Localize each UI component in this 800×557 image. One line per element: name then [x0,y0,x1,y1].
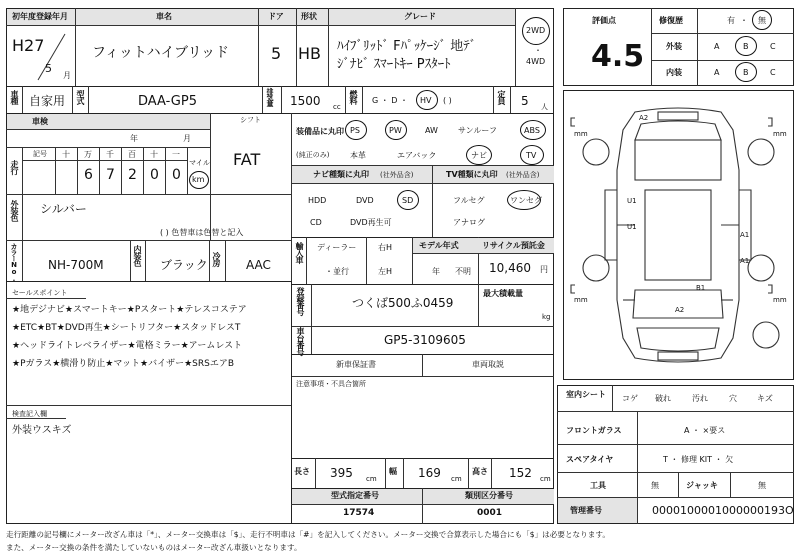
sales-point-line: ★ヘッドライトレベライザー★電格ミラー★アームレスト [12,341,243,351]
mileage-mark-label: 記号 [33,150,47,158]
interior-grade-c: C [770,68,776,77]
repair-yes: 有 [727,16,735,25]
shaken-label: 車検 [32,117,48,126]
shift-value: FAT [233,150,261,169]
import-parallel: ・並行 [325,267,349,276]
height-unit: cm [540,475,551,483]
management-label: 管理番号 [570,506,602,515]
repair-label: 修復歴 [659,16,683,25]
jack-value: 無 [758,481,766,490]
ac-label: 冷房 [212,252,221,266]
inspector-note: 外装ウスキズ [12,425,72,436]
mileage-digit: 6 [84,167,93,183]
body-value: HB [298,44,322,63]
ac-value: AAC [246,258,271,272]
max-load-unit: kg [542,313,551,321]
mileage-digit: 0 [172,167,181,183]
width-value: 169 [418,466,441,480]
navi-dvd-play: DVD再生可 [350,218,392,227]
navi-sd: SD [402,196,414,205]
type-label: 型式 [76,90,85,104]
displacement-value: 1500 [290,94,321,108]
mileage-unit-mile: マイル [189,159,210,167]
sales-point-line: ★ETC★BT★DVD再生★シートリフター★スタッドレスT [12,323,241,333]
score-label: 評価点 [592,16,616,25]
chassis-label: 車台番号 [296,327,305,355]
windshield-value: A ・ ×要ス [684,426,726,435]
height-value: 152 [509,466,532,480]
displacement-label: 排気量 [266,88,274,106]
dent-mark-a2-front: A2 [639,114,649,122]
navi-header: ナビ種類に丸印 [313,170,369,179]
exterior-grade-label: 外装 [666,42,682,51]
sales-points-label: セールスポイント [12,289,68,297]
equip-leather: 本革 [350,151,366,160]
digit-label-100: 百 [128,150,136,159]
digit-label-10k: 万 [84,150,92,159]
dent-mark-a1-right: A1 [740,231,750,239]
tv-header: TV種類に丸印 [446,170,498,179]
seat-option: 汚れ [692,394,708,403]
management-value: 0000100001000000193O [652,504,794,517]
mileage-unit-km: km [192,175,205,184]
length-unit: cm [366,475,377,483]
equipment-sublabel: (純正のみ) [296,151,330,159]
recycle-unit: 円 [540,265,548,274]
seat-option: コゲ [622,394,638,403]
header-band [7,9,515,25]
dent-mark-b1: B1 [696,284,706,292]
max-load-label: 最大積載量 [483,289,523,298]
equip-ps: PS [350,126,360,135]
bracket-mm-label: mm [574,130,588,138]
usage-value: 自家用 [29,94,66,108]
navi-header-sub: (社外品含) [380,171,414,179]
fuel-options: G ・ D ・ [372,96,408,105]
model-name: フィットハイブリッド [92,45,230,61]
registration-value: つくば500ふ0459 [352,296,454,310]
navi-hdd: HDD [308,196,327,205]
seat-option: 穴 [729,394,737,403]
reg-month: 5 [45,62,52,75]
notes-label: 注意事項・不具合箇所 [296,380,366,388]
seat-option: 破れ [655,394,671,403]
vehicle-manual: 車両取説 [472,360,504,369]
width-label: 幅 [389,467,397,476]
equip-tv: TV [526,151,537,160]
fuel-other: ( ) [443,96,452,105]
color-change-note: ( ) 色替車は色替と記入 [160,228,244,237]
length-label: 長さ [294,467,310,476]
digit-label-1k: 千 [106,150,114,159]
interior-seat-label: 室内シート [566,390,606,399]
exterior-grade-c: C [770,42,776,51]
tools-value: 無 [651,481,659,490]
footer-note: 走行距離の記号欄にメーター改ざん車は「*」、メーター交換車は「$」、走行不明車は「#」を記入してください。メーター交換で合算表示した場合にも「$」は必要となります。 [6,530,610,539]
car-diagram [563,90,794,380]
exterior-grade-a: A [714,42,720,51]
type-designation-label: 型式指定番号 [331,491,379,500]
tv-fullseg: フルセグ [453,196,485,205]
seat-option: キズ [757,394,773,403]
capacity-label: 定員 [497,90,506,104]
interior-grade-label: 内装 [666,68,682,77]
doors-value: 5 [271,44,282,63]
import-left-h: 左H [378,267,393,276]
navi-cd: CD [310,218,322,227]
recycle-label: リサイクル預託金 [482,241,545,250]
footer-note: また、メーター交換の条件を満たしていないものはメーター改ざん車扱いとなります。 [6,543,302,552]
reg-month-unit: 月 [63,71,71,80]
color-value: シルバー [40,202,87,216]
chassis-value: GP5-3109605 [384,333,466,347]
color-label: 外装色 [10,200,19,221]
bracket-mm-label: mm [574,296,588,304]
navi-dvd: DVD [356,196,374,205]
spare-tire-value: T ・ 修理 KIT ・ 欠 [663,455,734,464]
model-label: 車名 [156,12,172,21]
import-label: 輸入車 [295,242,304,263]
equip-navi: ナビ [471,151,487,160]
digit-label-100k: 十 [62,150,70,159]
sales-point-line: ★Pガラス★横滑り防止★マット★バイザー★SRSエアB [12,359,234,369]
model-year-nen: 年 [432,267,440,276]
shaken-year-unit: 年 [130,134,138,143]
width-unit: cm [451,475,462,483]
interior-grade-b: B [743,68,749,77]
mileage-digit: 0 [150,167,159,183]
digit-label-10: 十 [150,150,158,159]
score-value: 4.5 [591,39,645,74]
equip-aw: AW [425,126,438,135]
shift-label: シフト [240,116,261,124]
tv-header-sub: (社外品含) [506,171,540,179]
drive-4wd: 4WD [526,57,546,66]
shaken-month-unit: 月 [183,134,191,143]
equip-airbag: エアバック [397,151,437,160]
dent-mark-u1-front: U1 [627,223,637,231]
spare-tire-label: スペアタイヤ [566,455,614,464]
first-reg-label: 初年度登録年月 [12,12,68,21]
mileage-digit: 2 [128,167,137,183]
recycle-value: 10,460 [489,261,531,275]
import-dealer: ディーラー [317,243,357,252]
bracket-mm-label: mm [773,296,787,304]
grade-line1: ﾊｲﾌﾞﾘｯﾄﾞ Fﾊﾟｯｹｰｼﾞ 地ﾃﾞ [337,39,477,54]
registration-label: 登録番号 [296,287,305,315]
drive-dot: ・ [534,46,542,55]
dent-mark-a2-rear: A2 [675,306,685,314]
jack-label: ジャッキ [686,481,718,490]
era-year: H27 [12,36,45,55]
digit-label-1: 一 [172,150,180,159]
mileage-label: 走行 [10,160,19,174]
body-label: 形状 [301,12,317,21]
exterior-grade-b: B [743,42,749,51]
displacement-unit: cc [333,103,341,111]
model-year-label: モデル年式 [419,241,459,250]
equip-pw: PW [389,126,402,135]
inspector-label: 検査記入欄 [12,410,47,418]
model-year-unknown: 不明 [455,267,471,276]
equip-sunroof: サンルーフ [458,126,497,135]
equipment-label: 装備品に丸印 [296,127,344,136]
capacity-value: 5 [521,94,529,108]
grade-line2: ｼﾞﾅﾋﾞ ｽﾏｰﾄｷｰ Pｽﾀｰﾄ [337,57,451,72]
tv-analog: アナログ [453,218,485,227]
length-value: 395 [330,466,353,480]
sales-point-line: ★地デジナビ★スマートキー★Pスタート★テレスコステア [12,305,247,315]
bracket-mm-label: mm [773,130,787,138]
interior-color-value: ブラック [160,258,208,272]
fuel-label: 燃料 [349,90,358,104]
dent-mark-u1-left: U1 [627,197,637,205]
doors-label: ドア [268,12,284,21]
usage-label: 車種 [10,90,19,104]
mileage-digit: 7 [106,167,115,183]
drive-2wd: 2WD [526,26,546,35]
interior-color-label: 内装色 [133,245,142,266]
type-designation-value: 17574 [343,508,375,518]
capacity-unit: 人 [541,103,548,111]
class-value: 0001 [477,508,503,518]
color-no-value: NH-700M [48,258,104,272]
dent-mark-a1-rear: A1 [740,257,750,265]
windshield-label: フロントガラス [566,426,622,435]
color-no-label: カラーNo. [10,243,18,282]
equip-abs: ABS [524,126,540,135]
grade-label: グレード [404,12,436,21]
height-label: 高さ [472,467,488,476]
new-car-warranty: 新車保証書 [336,360,376,369]
fuel-selected: HV [420,96,432,105]
interior-grade-a: A [714,68,720,77]
tv-oneseg: ワンセグ [510,196,542,205]
type-value: DAA-GP5 [138,94,197,109]
repair-dot: ・ [740,16,748,25]
tools-label: 工具 [590,481,606,490]
repair-no: 無 [758,16,766,25]
import-right-h: 右H [378,243,393,252]
class-label: 類別区分番号 [465,491,513,500]
